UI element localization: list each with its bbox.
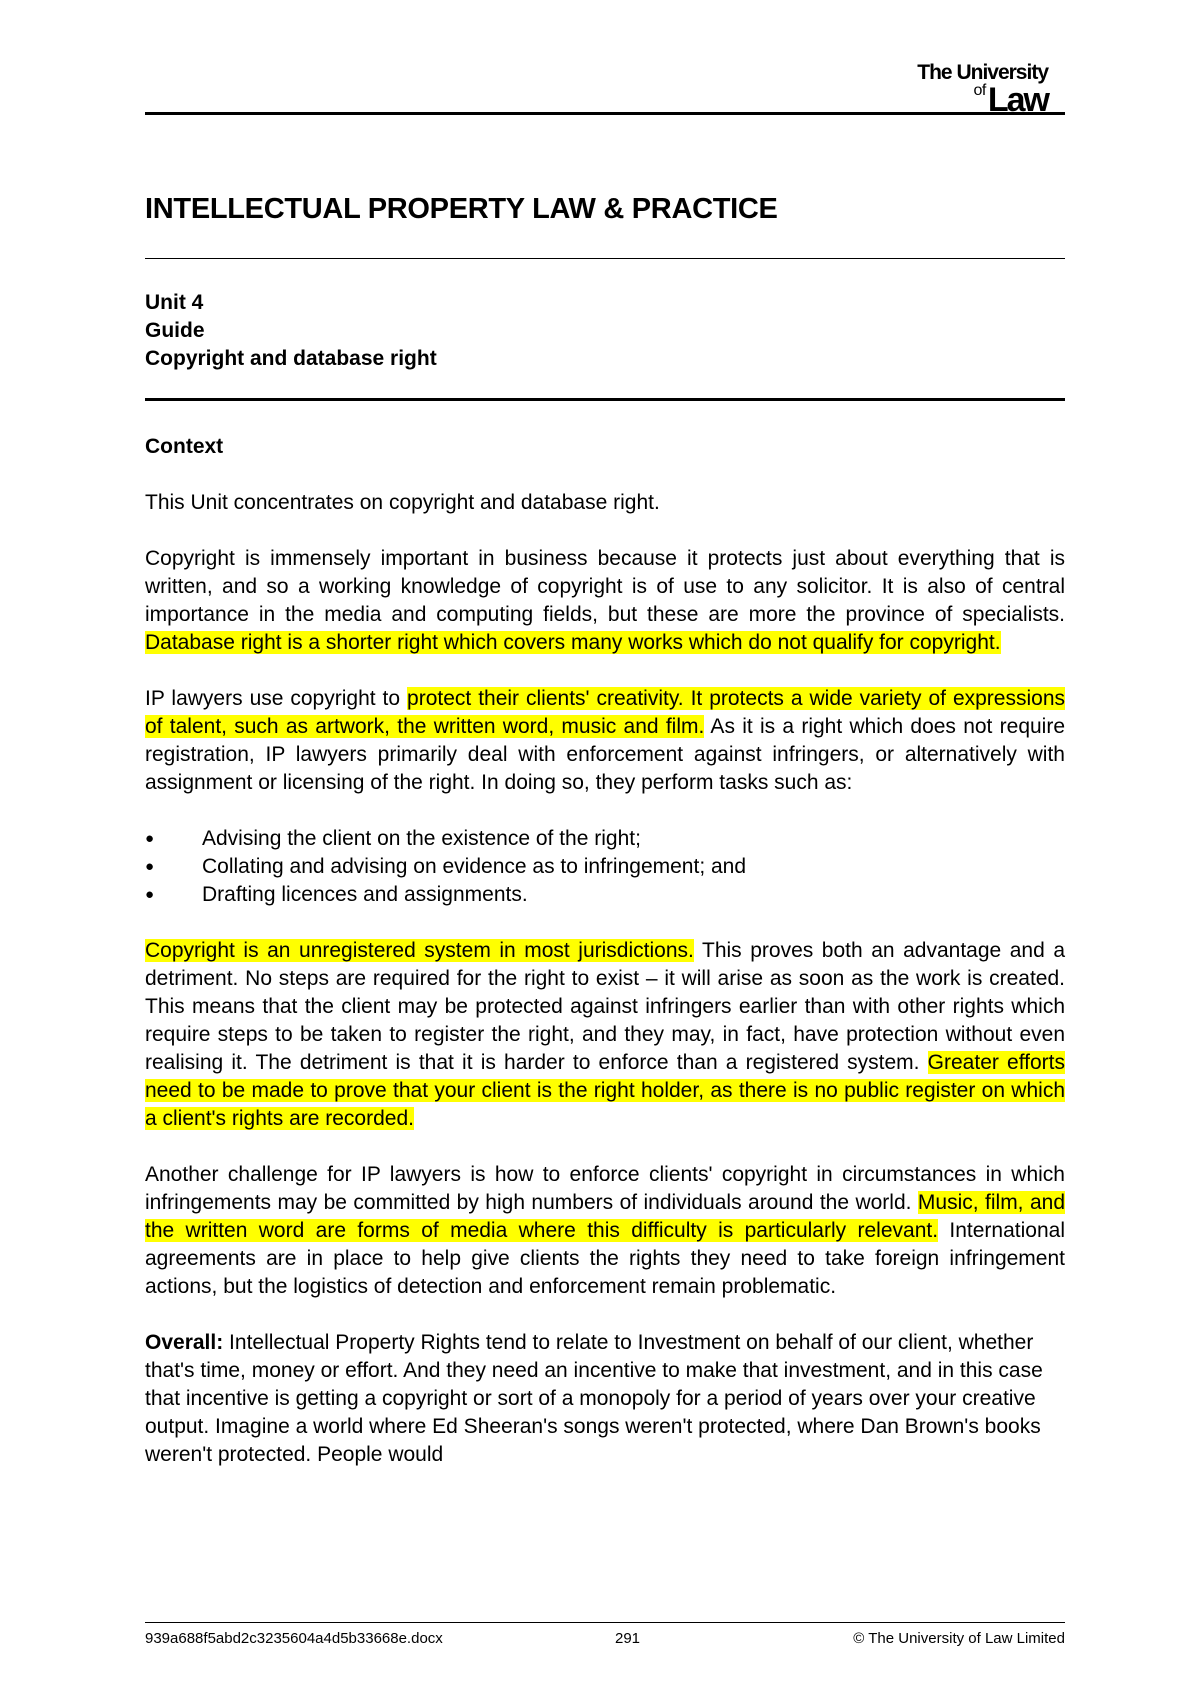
paragraph-text: International agreements are in place to help give clients the rights they need to take foreign infringement actions, but the logistics of detection and enforcement remain problematic. [145, 1219, 1065, 1298]
paragraph-copyright-importance [145, 545, 1065, 657]
paragraph-text: Another challenge for IP lawyers is how to enforce clients' copyright in circumstances in which infringements may be committed by high numbers of individuals around the world. [145, 1163, 1065, 1214]
document-type: Guide [145, 319, 205, 342]
unit-number: Unit 4 [145, 291, 204, 314]
paragraph-text: Intellectual Property Rights tend to relate to Investment on behalf of our client, whether that's time, money or effort. And they need an incentive to make that investment, and in this case that incentive is getting a copyright or sort of a monopoly for a period of years over your creative output. Imagine a world where Ed Sheeran's songs weren't protected, where Dan Brown's books weren't protected. People would [145, 1331, 1043, 1466]
logo-law: Law [987, 81, 1048, 119]
logo-of: of [973, 82, 986, 99]
paragraph-text: Copyright is immensely important in business because it protects just about everything that is written, and so a working knowledge of copyright is of use to any solicitor. It is also of central importance in the media and computing fields, but these are more the province of specialists. [145, 547, 1065, 626]
highlighted-text: Music, film, and the written word are forms of media where this difficulty is particularly relevant. [145, 1191, 1065, 1242]
paragraph-overall [145, 1329, 1065, 1469]
overall-label: Overall: [145, 1331, 224, 1354]
paragraph-text: IP lawyers use copyright to [145, 687, 408, 710]
logo-line-1: The University [917, 61, 1048, 84]
context-heading: Context [145, 435, 224, 458]
list-item: ● Collating and advising on evidence as to infringement; and [145, 853, 1065, 881]
footer-filename: 939a688f5abd2c3235604a4d5b33668e.docx [145, 1630, 443, 1647]
paragraph-ip-lawyers [145, 685, 1065, 797]
footer-copyright: © The University of Law Limited [853, 1630, 1065, 1647]
footer-rule [145, 1622, 1065, 1623]
paragraph-text: This proves both an advantage and a detriment. No steps are required for the right to exist – it will arise as soon as the work is created. This means that the client may be protected against infringers earlier than with other rights which require steps to be taken to register the right, and they may, in fact, have protection without even realising it. The detriment is that it is harder to enforce than a registered system. [145, 939, 1065, 1074]
document-body [145, 433, 1065, 1497]
unit-subject: Copyright and database right [145, 347, 437, 370]
paragraph-intro: This Unit concentrates on copyright and database right. [145, 491, 660, 514]
task-list [145, 825, 1065, 909]
section-rule [145, 398, 1065, 401]
highlighted-text: protect their clients' creativity. It protects a wide variety of expressions of talent, such as artwork, the written word, music and film. [145, 687, 1065, 738]
university-of-law-logo [917, 62, 1048, 117]
paragraph-text: As it is a right which does not require registration, IP lawyers primarily deal with enforcement against infringers, or alternatively with assignment or licensing of the right. In doing so, they perform tasks such as: [145, 715, 1066, 794]
document-title: INTELLECTUAL PROPERTY LAW & PRACTICE [145, 193, 778, 225]
highlighted-text: Copyright is an unregistered system in most jurisdictions. [145, 939, 694, 962]
unit-info [145, 289, 437, 373]
list-item: ● Advising the client on the existence of the right; [145, 825, 1065, 853]
title-rule [145, 258, 1065, 259]
list-item: ● Drafting licences and assignments. [145, 881, 1065, 909]
paragraph-unregistered-system [145, 937, 1065, 1133]
highlighted-text: Database right is a shorter right which covers many works which do not qualify for copyright. [145, 631, 1001, 654]
page-number: 291 [615, 1630, 641, 1647]
highlighted-text: Greater efforts need to be made to prove that your client is the right holder, as there is no public register on which a client's rights are recorded. [145, 1051, 1065, 1130]
header-rule [145, 112, 1065, 115]
paragraph-enforcement-challenge [145, 1161, 1065, 1301]
